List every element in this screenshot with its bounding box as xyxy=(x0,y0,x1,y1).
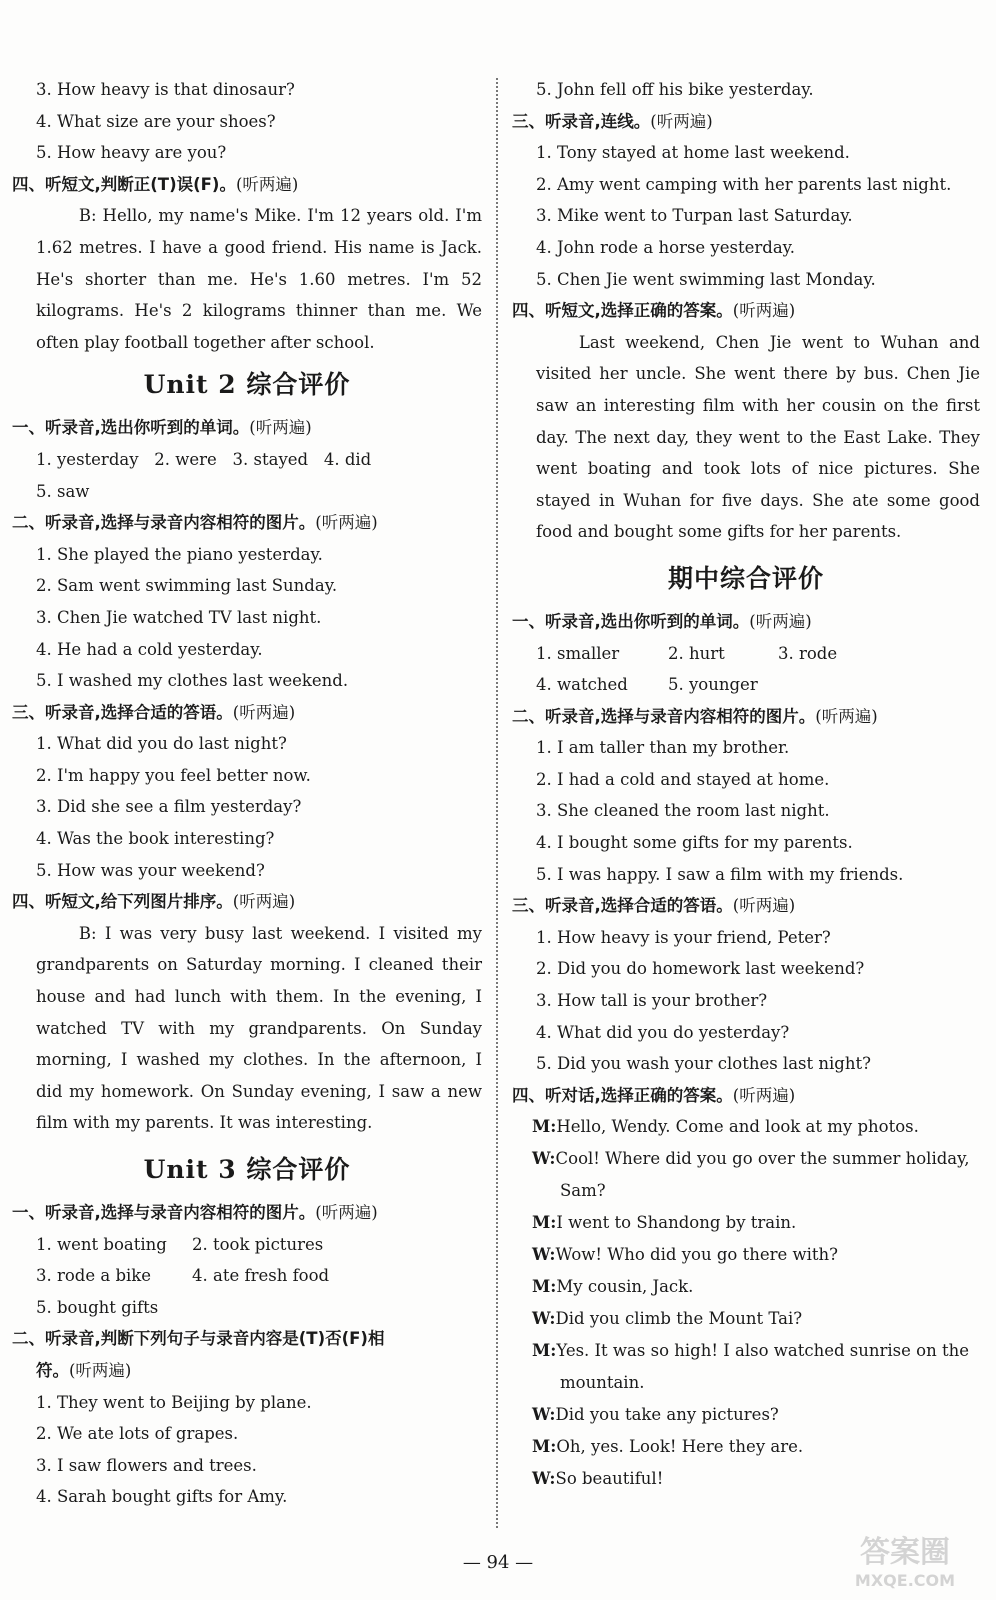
word-item: 3. rode a bike xyxy=(36,1266,152,1286)
list-item: 2. Sam went swimming last Sunday. xyxy=(36,576,338,596)
passage: B: I was very busy last weekend. I visited my grandparents on Saturday morning. I cleaned their house and had lunch with them. In the evening, I watched TV with my grandparents. On Sunday morning, I washed my clothes. In the afternoon, I did my homework. On Sunday evening, I saw a new film with my parents. It was interesting. xyxy=(36,923,482,1133)
speaker-label: M: xyxy=(532,1213,557,1233)
dialog-line xyxy=(512,1463,980,1495)
section-heading xyxy=(12,507,482,539)
word-item: 2. took pictures xyxy=(192,1234,324,1254)
speaker-label: M: xyxy=(532,1117,557,1137)
section-heading-text: 二、听录音,选择与录音内容相符的图片。 xyxy=(512,706,816,726)
dialog-text: mountain. xyxy=(560,1373,645,1393)
word-item: 4. ate fresh food xyxy=(192,1266,330,1286)
section-heading xyxy=(512,1080,980,1112)
section-note: (听两遍) xyxy=(732,301,796,321)
word-row: 1. yesterday 2. were 3. stayed 4. did xyxy=(36,449,372,469)
section-heading-text: 一、听录音,选出你听到的单词。 xyxy=(12,418,250,438)
dialog-text: Cool! Where did you go over the summer holiday, xyxy=(555,1149,970,1169)
page-number: — 94 — xyxy=(462,1552,534,1573)
section-heading-text: 二、听录音,选择与录音内容相符的图片。 xyxy=(12,513,316,533)
dialog-line xyxy=(512,1207,980,1239)
dialog-text: Oh, yes. Look! Here they are. xyxy=(556,1437,804,1457)
section-heading-text: 一、听录音,选出你听到的单词。 xyxy=(512,611,750,631)
list-item: 5. I was happy. I saw a film with my friends. xyxy=(536,864,904,884)
section-heading-cont xyxy=(12,1355,482,1387)
list-item: 1. How heavy is your friend, Peter? xyxy=(536,927,831,947)
section-note: (听两遍) xyxy=(232,702,296,722)
speaker-label: W: xyxy=(532,1245,556,1265)
list-item: 3. Mike went to Turpan last Saturday. xyxy=(536,206,853,226)
dialog-line xyxy=(512,1175,980,1207)
watermark-logo xyxy=(830,1528,980,1592)
list-item: 5. How heavy are you? xyxy=(36,143,227,163)
speaker-label: M: xyxy=(532,1277,557,1297)
list-item: 5. John fell off his bike yesterday. xyxy=(536,80,814,99)
section-note: (听两遍) xyxy=(249,418,312,438)
section-heading-text: 四、听对话,选择正确的答案。 xyxy=(512,1085,733,1105)
section-heading xyxy=(12,1197,482,1229)
watermark-text: 答案圈 xyxy=(860,1535,950,1570)
dialog-line xyxy=(512,1367,980,1399)
list-item: 3. How tall is your brother? xyxy=(536,991,768,1011)
dialog xyxy=(512,1111,980,1495)
list-item: 4. He had a cold yesterday. xyxy=(36,639,263,659)
section-heading xyxy=(512,890,980,922)
section-heading-text: 符。 xyxy=(36,1360,69,1380)
unit-title: 期中综合评价 xyxy=(667,563,824,593)
section-heading-text: 三、听录音,连线。 xyxy=(512,111,651,131)
word-row xyxy=(512,638,980,670)
section-note: (听两遍) xyxy=(749,611,812,631)
word-row xyxy=(12,1229,482,1261)
list-item: 4. Was the book interesting? xyxy=(36,829,275,849)
dialog-text: I went to Shandong by train. xyxy=(556,1213,797,1233)
section-heading xyxy=(12,169,482,201)
section-heading xyxy=(12,1323,482,1355)
section-note: (听两遍) xyxy=(232,892,296,912)
section-note: (听两遍) xyxy=(650,111,713,131)
dialog-text: Hello, Wendy. Come and look at my photos. xyxy=(556,1117,919,1137)
dialog-text: My cousin, Jack. xyxy=(556,1277,694,1297)
speaker-label: M: xyxy=(532,1437,557,1457)
section-heading-text: 三、听录音,选择合适的答语。 xyxy=(12,702,233,722)
list-item: 2. Amy went camping with her parents last night. xyxy=(536,174,952,194)
list-item: 4. What size are your shoes? xyxy=(36,111,276,131)
list-item: 2. Did you do homework last weekend? xyxy=(536,959,865,979)
right-column xyxy=(512,74,980,1495)
list-item: 4. Sarah bought gifts for Amy. xyxy=(36,1487,288,1507)
list-item: 5. Chen Jie went swimming last Monday. xyxy=(536,269,876,289)
list-item: 3. She cleaned the room last night. xyxy=(536,801,830,821)
list-item: 3. How heavy is that dinosaur? xyxy=(36,80,295,99)
list-item: 1. She played the piano yesterday. xyxy=(36,544,323,564)
speaker-label: W: xyxy=(532,1309,556,1329)
dialog-line xyxy=(512,1431,980,1463)
watermark-url: MXQE.COM xyxy=(854,1571,956,1590)
list-item: 3. I saw flowers and trees. xyxy=(36,1455,257,1475)
section-heading xyxy=(12,412,482,444)
section-heading-text: 一、听录音,选择与录音内容相符的图片。 xyxy=(12,1203,316,1222)
section-heading-text: 四、听短文,选择正确的答案。 xyxy=(512,301,733,321)
list-item: 2. We ate lots of grapes. xyxy=(36,1424,239,1444)
unit-title: Unit 2 综合评价 xyxy=(143,370,351,400)
word-row xyxy=(12,1260,482,1292)
dialog-line xyxy=(512,1111,980,1143)
speaker-label: W: xyxy=(532,1149,556,1169)
section-note: (听两遍) xyxy=(732,896,796,916)
word-row: 5. bought gifts xyxy=(36,1297,159,1317)
section-heading xyxy=(512,106,980,138)
list-item: 3. Did she see a film yesterday? xyxy=(36,797,302,817)
word-item: 5. younger xyxy=(668,675,758,695)
list-item: 2. I had a cold and stayed at home. xyxy=(536,769,830,789)
list-item: 5. How was your weekend? xyxy=(36,860,265,880)
word-row xyxy=(512,669,980,701)
word-item: 1. smaller xyxy=(536,643,620,663)
section-heading-text: 二、听录音,判断下列句子与录音内容是(T)否(F)相 xyxy=(12,1329,385,1349)
list-item: 1. Tony stayed at home last weekend. xyxy=(536,143,850,163)
section-note: (听两遍) xyxy=(69,1360,132,1380)
speaker-label: M: xyxy=(532,1341,557,1361)
word-item: 1. went boating xyxy=(36,1234,167,1254)
list-item: 5. I washed my clothes last weekend. xyxy=(36,671,349,691)
word-row: 5. saw xyxy=(36,481,90,501)
column-divider xyxy=(496,78,498,1528)
list-item: 4. John rode a horse yesterday. xyxy=(536,237,796,257)
word-item: 3. rode xyxy=(778,643,838,663)
left-column xyxy=(12,74,482,1513)
section-note: (听两遍) xyxy=(235,174,299,194)
section-heading xyxy=(12,886,482,918)
dialog-line xyxy=(512,1335,980,1367)
section-heading-text: 四、听短文,判断正(T)误(F)。 xyxy=(12,174,236,194)
dialog-line xyxy=(512,1143,980,1175)
passage: Last weekend, Chen Jie went to Wuhan and visited her uncle. She went there by bus. Chen Jie saw an interesting film with her cousin on the first day. The next day, they went to the East Lake. They went boating and took lots of nice pictures. She stayed in Wuhan for five days. She ate some good food and bought some gifts for her parents. xyxy=(536,332,980,542)
list-item: 5. Did you wash your clothes last night? xyxy=(536,1054,871,1074)
list-item: 4. I bought some gifts for my parents. xyxy=(536,833,853,853)
list-item: 1. What did you do last night? xyxy=(36,734,287,754)
dialog-line xyxy=(512,1399,980,1431)
speaker-label: W: xyxy=(532,1469,556,1489)
section-heading xyxy=(512,295,980,327)
dialog-text: So beautiful! xyxy=(555,1469,664,1489)
list-item: 1. I am taller than my brother. xyxy=(536,738,790,758)
dialog-line xyxy=(512,1303,980,1335)
dialog-text: Yes. It was so high! I also watched sunrise on the xyxy=(556,1341,969,1361)
section-note: (听两遍) xyxy=(315,513,378,533)
list-item: 4. What did you do yesterday? xyxy=(536,1022,790,1042)
dialog-line xyxy=(512,1239,980,1271)
dialog-text: Sam? xyxy=(560,1181,606,1201)
section-heading-text: 四、听短文,给下列图片排序。 xyxy=(12,892,233,912)
passage: B: Hello, my name's Mike. I'm 12 years old. I'm 1.62 metres. I have a good friend. His name is Jack. He's shorter than me. He's 1.60 metres. I'm 52 kilograms. He's 2 kilograms thinner than me. We often play football together after school. xyxy=(36,206,482,352)
dialog-text: Wow! Who did you go there with? xyxy=(555,1245,838,1265)
section-note: (听两遍) xyxy=(732,1085,796,1105)
list-item: 2. I'm happy you feel better now. xyxy=(36,765,311,785)
section-note: (听两遍) xyxy=(815,706,878,726)
dialog-text: Did you take any pictures? xyxy=(555,1405,779,1425)
word-item: 4. watched xyxy=(536,675,628,695)
list-item: 3. Chen Jie watched TV last night. xyxy=(36,607,322,627)
section-heading xyxy=(512,606,980,638)
section-heading-text: 三、听录音,选择合适的答语。 xyxy=(512,896,733,916)
section-heading xyxy=(512,701,980,733)
list-item: 1. They went to Beijing by plane. xyxy=(36,1392,312,1412)
speaker-label: W: xyxy=(532,1405,556,1425)
section-heading xyxy=(12,697,482,729)
word-item: 2. hurt xyxy=(668,643,725,663)
dialog-text: Did you climb the Mount Tai? xyxy=(555,1309,803,1329)
unit-title: Unit 3 综合评价 xyxy=(143,1155,351,1184)
dialog-line xyxy=(512,1271,980,1303)
section-note: (听两遍) xyxy=(315,1203,378,1222)
